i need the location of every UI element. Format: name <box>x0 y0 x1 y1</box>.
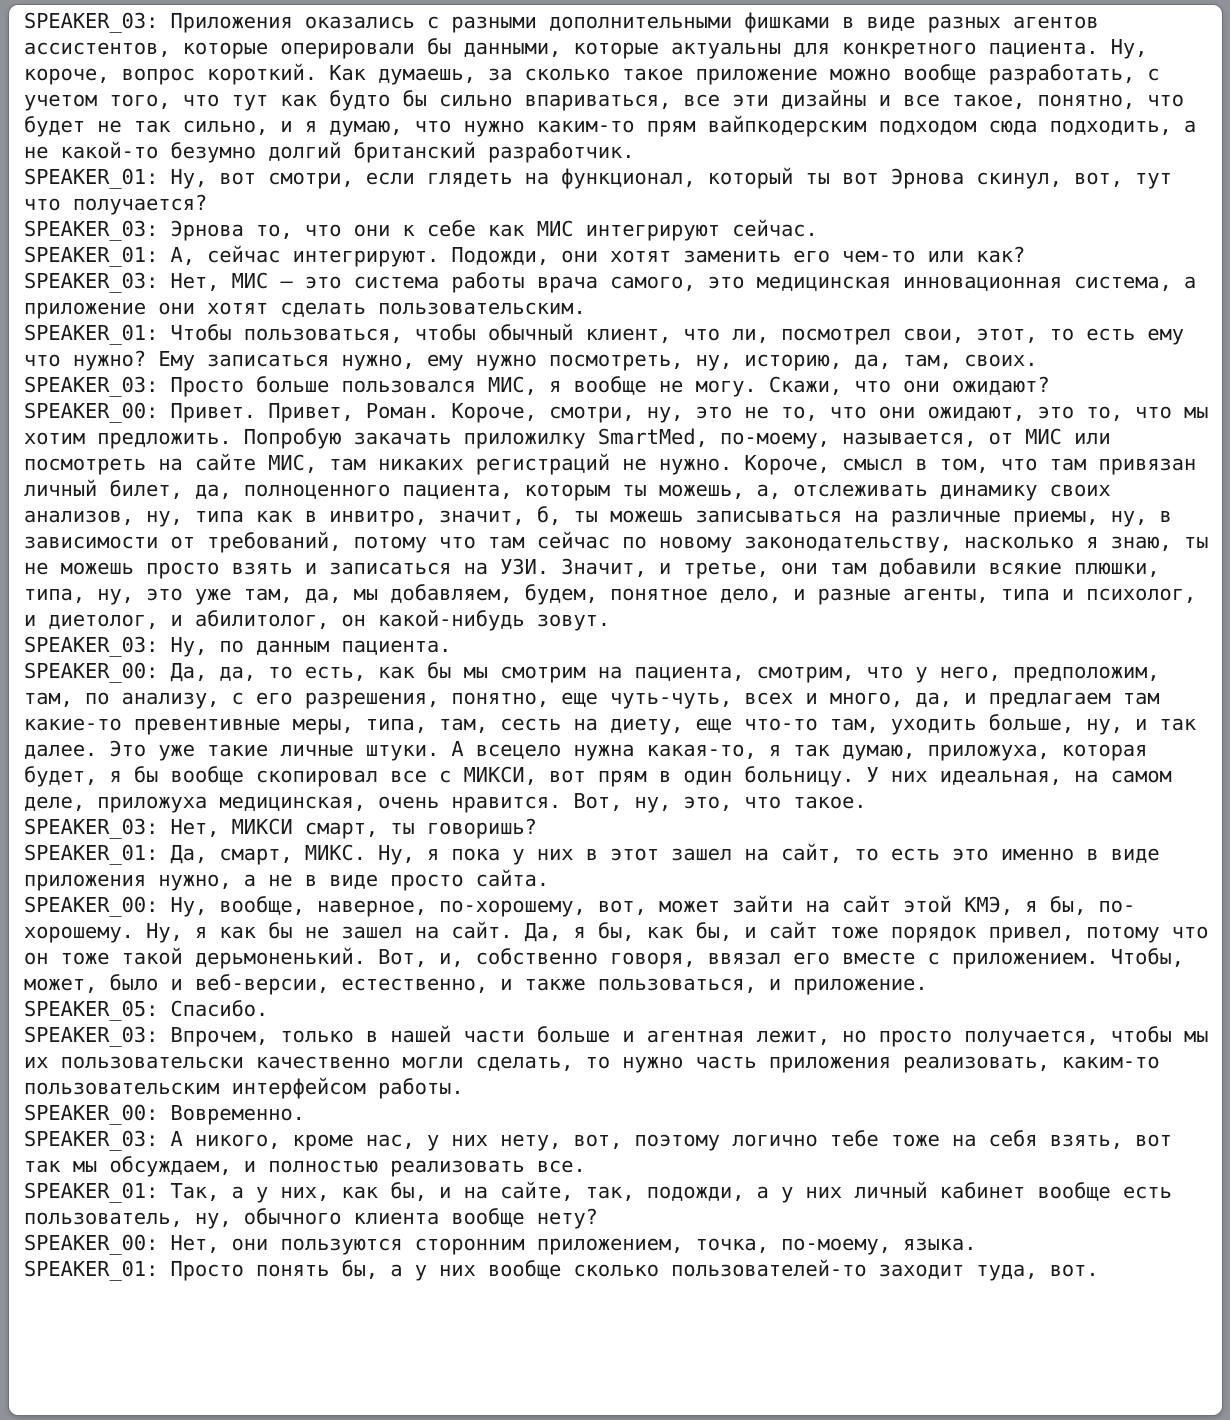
transcript-line <box>24 242 1218 268</box>
speaker-label: SPEAKER_01: <box>24 321 159 345</box>
utterance-text: А никого, кроме нас, у них нету, вот, поэтому логично тебе тоже на себя взять, вот так мы обсуждаем, и полностью реализовать все. <box>24 1127 1185 1177</box>
transcript-line <box>24 1178 1218 1230</box>
utterance-text: Нет, МИКСИ смарт, ты говоришь? <box>170 815 537 839</box>
transcript-line <box>24 1126 1218 1178</box>
speaker-label: SPEAKER_01: <box>24 165 159 189</box>
speaker-label: SPEAKER_05: <box>24 997 159 1021</box>
speaker-label: SPEAKER_03: <box>24 9 159 33</box>
transcript-line <box>24 372 1218 398</box>
speaker-label: SPEAKER_03: <box>24 633 159 657</box>
transcript-window <box>9 5 1222 1415</box>
utterance-text: А, сейчас интегрируют. Подожди, они хотят заменить его чем-то или как? <box>170 243 1026 267</box>
speaker-label: SPEAKER_00: <box>24 399 159 423</box>
speaker-label: SPEAKER_03: <box>24 1023 159 1047</box>
speaker-label: SPEAKER_00: <box>24 1101 159 1125</box>
utterance-text: Ну, вообще, наверное, по-хорошему, вот, может зайти на сайт этой КМЭ, я бы, по-хорошему. Ну, я как бы не зашел на сайт. Да, я бы, как бы, и сайт тоже порядок привел, потому что он тоже такой дерьмоненький. Вот, и, собственно говоря, ввязал его вместе с приложением. Чтобы, может, было и веб-версии, естественно, и также пользоваться, и приложение. <box>24 893 1221 995</box>
utterance-text: Ну, вот смотри, если глядеть на функционал, который ты вот Эрнова скинул, вот, тут что получается? <box>24 165 1185 215</box>
transcript-line <box>24 840 1218 892</box>
transcript-line <box>24 1100 1218 1126</box>
transcript-line <box>24 996 1218 1022</box>
utterance-text: Приложения оказались с разными дополнительными фишками в виде разных агентов ассистентов, которые оперировали бы данными, которые актуальны для конкретного пациента. Ну, короче, вопрос короткий. Как думаешь, за сколько такое приложение можно вообще разработать, с учетом того, что тут как будто бы сильно впариваться, все эти дизайны и все такое, понятно, что будет не так сильно, и я думаю, что нужно каким-то прям вайпкодерским подходом сюда подходить, а не какой-то безумно долгий британский разработчик. <box>24 9 1209 163</box>
transcript-line <box>24 8 1218 164</box>
speaker-label: SPEAKER_00: <box>24 1231 159 1255</box>
speaker-label: SPEAKER_00: <box>24 893 159 917</box>
transcript-line <box>24 658 1218 814</box>
speaker-label: SPEAKER_00: <box>24 659 159 683</box>
transcript-line <box>24 216 1218 242</box>
utterance-text: Впрочем, только в нашей части больше и агентная лежит, но просто получается, чтобы мы их пользовательски качественно могли сделать, то нужно часть приложения реализовать, каким-то пользовательским интерфейсом работы. <box>24 1023 1221 1099</box>
utterance-text: Привет. Привет, Роман. Короче, смотри, ну, это не то, что они ожидают, это то, что мы хотим предложить. Попробую закачать приложилку SmartMed, по-моему, называется, от МИС или посмотреть на сайте МИС, там никаких регистраций не нужно. Короче, смысл в том, что там привязан личный билет, да, полноценного пациента, которым ты можешь, а, отслеживать динамику своих анализов, ну, типа как в инвитро, значит, б, ты можешь записываться на различные приемы, ну, в зависимости от требований, потому что там сейчас по новому законодательству, насколько я знаю, ты не можешь просто взять и записаться на УЗИ. Значит, и третье, они там добавили всякие плюшки, типа, ну, это уже там, да, мы добавляем, будем, понятное дело, и разные агенты, типа и психолог, и диетолог, и абилитолог, он какой-нибудь зовут. <box>24 399 1221 631</box>
transcript-line <box>24 164 1218 216</box>
speaker-label: SPEAKER_03: <box>24 269 159 293</box>
utterance-text: Эрнова то, что они к себе как МИС интегрируют сейчас. <box>170 217 818 241</box>
transcript-line <box>24 1230 1218 1256</box>
transcript-line <box>24 1256 1218 1282</box>
utterance-text: Ну, по данным пациента. <box>170 633 452 657</box>
transcript-line <box>24 268 1218 320</box>
speaker-label: SPEAKER_03: <box>24 373 159 397</box>
utterance-text: Да, да, то есть, как бы мы смотрим на пациента, смотрим, что у него, предположим, там, по анализу, с его разрешения, понятно, еще чуть-чуть, всех и много, да, и предлагаем там какие-то превентивные меры, типа, там, сесть на диету, еще что-то там, уходить больше, ну, и так далее. Это уже такие личные штуки. А всецело нужна какая-то, я так думаю, приложуха, которая будет, я бы вообще скопировал все с МИКСИ, вот прям в один больницу. У них идеальная, на самом деле, приложуха медицинская, очень нравится. Вот, ну, это, что такое. <box>24 659 1209 813</box>
speaker-label: SPEAKER_01: <box>24 1179 159 1203</box>
transcript-line <box>24 814 1218 840</box>
speaker-label: SPEAKER_03: <box>24 217 159 241</box>
speaker-label: SPEAKER_03: <box>24 815 159 839</box>
utterance-text: Просто больше пользовался МИС, я вообще не могу. Скажи, что они ожидают? <box>170 373 1050 397</box>
utterance-text: Просто понять бы, а у них вообще сколько пользователей-то заходит туда, вот. <box>170 1257 1099 1281</box>
speaker-label: SPEAKER_01: <box>24 1257 159 1281</box>
utterance-text: Чтобы пользоваться, чтобы обычный клиент, что ли, посмотрел свои, этот, то есть ему что нужно? Ему записаться нужно, ему нужно посмотреть, ну, историю, да, там, своих. <box>24 321 1197 371</box>
transcript-line <box>24 398 1221 632</box>
utterance-text: Нет, МИС — это система работы врача самого, это медицинская инновационная система, а приложение они хотят сделать пользовательским. <box>24 269 1209 319</box>
transcript-line <box>24 320 1218 372</box>
utterance-text: Так, а у них, как бы, и на сайте, так, подожди, а у них личный кабинет вообще есть пользователь, ну, обычного клиента вообще нету? <box>24 1179 1185 1229</box>
speaker-label: SPEAKER_03: <box>24 1127 159 1151</box>
speaker-label: SPEAKER_01: <box>24 243 159 267</box>
utterance-text: Да, смарт, МИКС. Ну, я пока у них в этот зашел на сайт, то есть это именно в виде приложения нужно, а не в виде просто сайта. <box>24 841 1172 891</box>
transcript-line <box>24 1022 1221 1100</box>
utterance-text: Нет, они пользуются сторонним приложением, точка, по-моему, языка. <box>170 1231 977 1255</box>
speaker-label: SPEAKER_01: <box>24 841 159 865</box>
transcript-text[interactable] <box>24 8 1221 1415</box>
utterance-text: Вовременно. <box>170 1101 305 1125</box>
utterance-text: Спасибо. <box>170 997 269 1021</box>
transcript-line <box>24 632 1218 658</box>
transcript-line <box>24 892 1221 996</box>
